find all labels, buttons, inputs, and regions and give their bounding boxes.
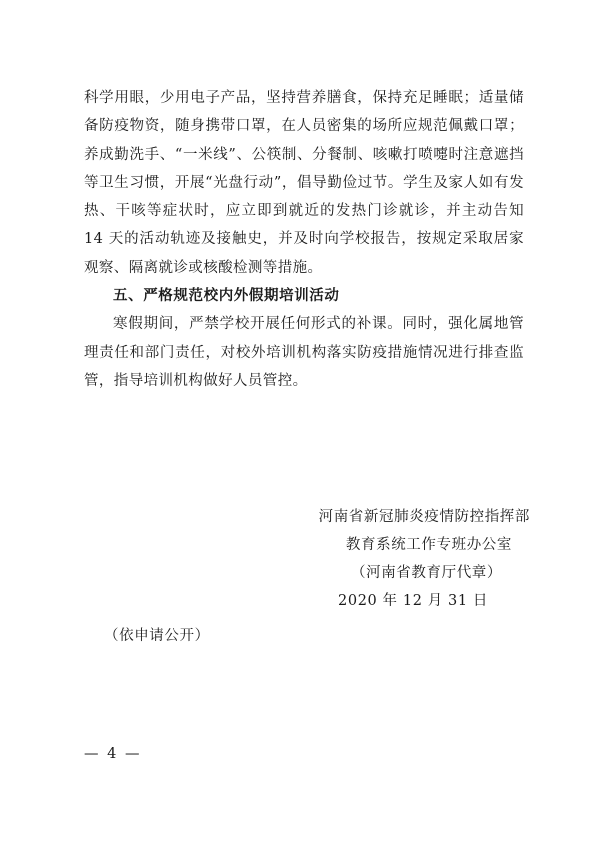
document-body [84,84,524,395]
seal-note: （河南省教育厅代章） [351,565,502,581]
paragraph-continuation: 科学用眼，少用电子产品，坚持营养膳食，保持充足睡眠；适量储备防疫物资，随身携带口罩，在人员密集的场所应规范佩戴口罩；养成勤洗手、“一米线”、公筷制、分餐制、咳嗽打喷嚏时注意遮挡等卫生习惯，开展“光盘行动”，倡导勤俭过节。学生及家人如有发热、干咳等症状时，应立即到就近的发热门诊就诊，并主动告知 14 天的活动轨迹及接触史，并及时向学校报告，按规定采取居家观察、隔离就诊或核酸检测等措施。 [84,90,524,276]
section-heading: 五、严格规范校内外假期培训活动 [113,288,340,305]
disclosure-note: （依申请公开） [104,628,210,644]
issuer-name: 河南省新冠肺炎疫情防控指挥部 [318,509,530,525]
section-paragraph: 寒假期间，严禁学校开展任何形式的补课。同时，强化属地管理责任和部门责任，对校外培训机构落实防疫措施情况进行排查监管，指导培训机构做好人员管控。 [84,316,524,389]
page-number: — 4 — [84,746,142,762]
office-name: 教育系统工作专班办公室 [345,537,512,553]
issue-date: 2020 年 12 月 31 日 [338,593,488,609]
signature-block [270,503,530,615]
